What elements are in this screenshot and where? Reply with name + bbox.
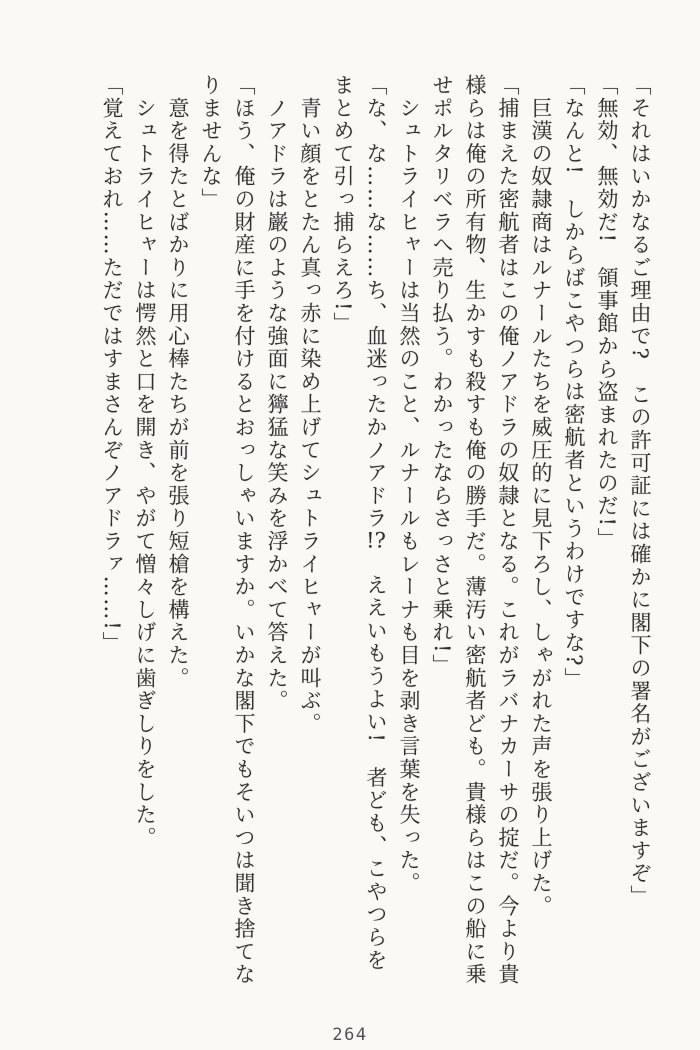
text-line-16: シュトライヒャーは愕然と口を開き、やがて憎々しげに歯ぎしりをした。	[133, 74, 157, 850]
text-line-12: ノアドラは巌のような強面に獰猛な笑みを浮かべて答えた。	[265, 74, 289, 713]
text-line-1: 「それはいかなるご理由で? この許可証には確かに閣下の署名がございますぞ」	[628, 74, 652, 908]
text-line-8: シュトライヒャーは当然のこと、ルナールもレーナも目を剥き言葉を失った。	[397, 74, 421, 895]
text-line-13: 「ほう、俺の財産に手を付けるとおっしゃいますか。いかな閣下でもそいつは聞き捨てな	[232, 74, 256, 986]
novel-text-block	[95, 74, 656, 988]
text-line-11: 青い顔をとたん真っ赤に染め上げてシュトライヒャーが叫ぶ。	[298, 74, 322, 736]
text-line-17: 「覚えておれ……ただではすまさんぞノアドラァ……!」	[100, 74, 124, 655]
text-line-10: まとめて引っ捕らえろ!」	[331, 74, 355, 336]
text-line-3: 「なんと! しからばこやつらは密航者というわけですな?」	[562, 74, 586, 691]
text-line-7: せポルタリベラへ売り払う。わかったならさっさと乗れ!」	[430, 74, 454, 678]
exclamation-question-cluster: !?	[366, 530, 386, 551]
text-line-9: 「な、な……な……ち、血迷ったかノアドラ!? ええいもうよい! 者ども、こやつらを	[364, 74, 388, 972]
text-line-14: りませんな」	[199, 74, 223, 211]
text-line-15: 意を得たとばかりに用心棒たちが前を張り短槍を構えた。	[166, 74, 190, 690]
text-line-2: 「無効、無効だ! 領事館から盗まれたのだ!」	[595, 74, 619, 551]
text-line-5: 「捕まえた密航者はこの俺ノアドラの奴隷となる。これがラバナカーサの掟だ。今より貴	[496, 74, 520, 986]
text-line-6: 様らは俺の所有物、生かすも殺すも俺の勝手だ。薄汚い密航者ども。貴様らはこの船に乗	[463, 74, 487, 986]
text-line-4: 巨漢の奴隷商はルナールたちを威圧的に見下ろし、しゃがれた声を張り上げた。	[529, 74, 553, 918]
page-number: 264	[332, 1025, 368, 1045]
